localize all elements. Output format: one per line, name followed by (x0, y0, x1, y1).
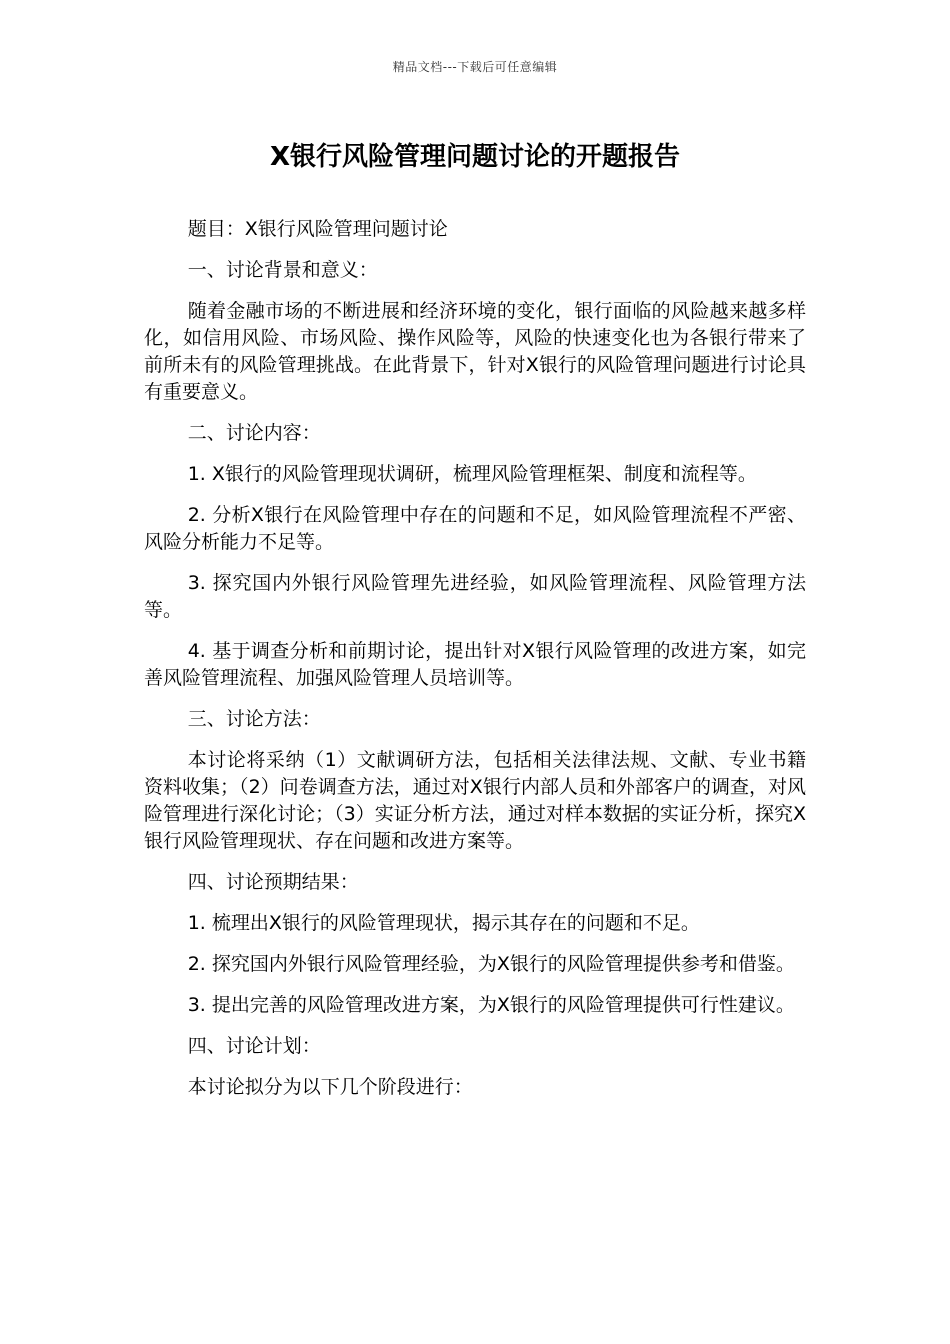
content-item-3: 3. 探究国内外银行风险管理先进经验，如风险管理流程、风险管理方法等。 (144, 572, 806, 621)
section-heading-method: 三、讨论方法： (187, 708, 321, 730)
section-heading-background: 一、讨论背景和意义： (187, 259, 378, 281)
result-item-2: 2. 探究国内外银行风险管理经验，为X银行的风险管理提供参考和借鉴。 (187, 953, 795, 975)
document-title: X银行风险管理问题讨论的开题报告 (269, 142, 681, 172)
section-heading-plan: 四、讨论计划： (187, 1035, 321, 1057)
result-item-3: 3. 提出完善的风险管理改进方案，为X银行的风险管理提供可行性建议。 (187, 994, 795, 1016)
background-paragraph: 随着金融市场的不断进展和经济环境的变化，银行面临的风险越来越多样化，如信用风险、市场风险、操作风险等，风险的快速变化也为各银行带来了前所未有的风险管理挑战。在此背景下，针对X银行的风险管理问题进行讨论具有重要意义。 (144, 300, 806, 403)
method-paragraph: 本讨论将采纳（1）文献调研方法，包括相关法律法规、文献、专业书籍资料收集；（2）问卷调查方法，通过对X银行内部人员和外部客户的调查，对风险管理进行深化讨论；（3）实证分析方法，通过对样本数据的实证分析，探究X银行风险管理现状、存在问题和改进方案等。 (144, 749, 806, 852)
content-item-4: 4. 基于调查分析和前期讨论，提出针对X银行风险管理的改进方案，如完善风险管理流程、加强风险管理人员培训等。 (144, 640, 806, 689)
topic-line: 题目：X银行风险管理问题讨论 (187, 218, 448, 240)
section-heading-content: 二、讨论内容： (187, 422, 321, 444)
content-item-2: 2. 分析X银行在风险管理中存在的问题和不足，如风险管理流程不严密、风险分析能力不足等。 (144, 504, 806, 553)
header-note: 精品文档---下载后可任意编辑 (392, 60, 558, 74)
content-item-1: 1. X银行的风险管理现状调研，梳理风险管理框架、制度和流程等。 (187, 463, 757, 485)
section-heading-expected-results: 四、讨论预期结果： (187, 871, 359, 893)
document-body (144, 216, 806, 1115)
plan-intro: 本讨论拟分为以下几个阶段进行： (187, 1076, 473, 1098)
result-item-1: 1. 梳理出X银行的风险管理现状，揭示其存在的问题和不足。 (187, 912, 700, 934)
